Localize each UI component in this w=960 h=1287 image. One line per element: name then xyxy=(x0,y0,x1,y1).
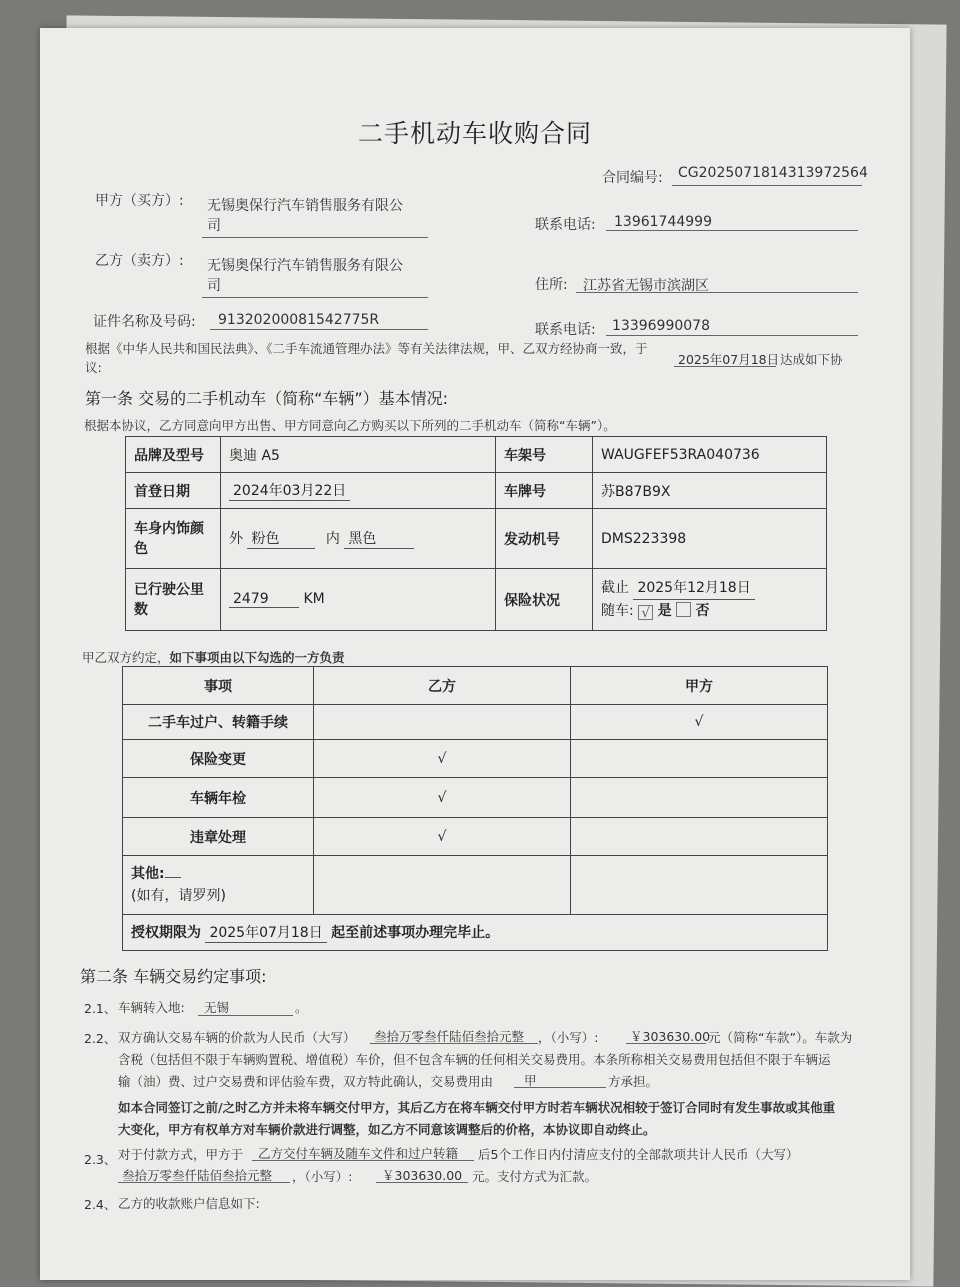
clause-2-3-text-lower: ，（小写）: xyxy=(292,1169,353,1184)
article1-heading: 第一条 交易的二手机动车（简称“车辆”）基本情况: xyxy=(85,389,449,408)
clause-2-2-amount-cn-underline xyxy=(370,1043,538,1044)
with-car-yes-checkbox[interactable]: √ xyxy=(638,605,653,620)
with-car-label: 随车: xyxy=(601,603,634,619)
row-party-a-check[interactable] xyxy=(571,740,828,778)
insurance-label: 保险状况 xyxy=(496,569,593,631)
row-party-b-check[interactable] xyxy=(314,705,571,740)
clause-2-2-amount: ￥303630.00 xyxy=(630,1029,711,1044)
mileage-value: 2479 xyxy=(229,591,299,608)
interior-color: 黑色 xyxy=(344,528,414,549)
vin-label: 车架号 xyxy=(496,437,593,473)
deadline-suffix: 起至前述事项办理完毕止。 xyxy=(331,925,500,941)
color-label-line1: 车身内饰颜 xyxy=(134,520,204,537)
party-b-phone-underline xyxy=(606,335,858,336)
contract-page xyxy=(40,28,910,1280)
row-item: 保险变更 xyxy=(123,740,314,778)
deadline-row xyxy=(123,915,828,951)
table-row xyxy=(123,778,828,818)
party-b-name: 无锡奥保行汽车销售服务有限公 xyxy=(207,258,403,274)
contract-no-underline xyxy=(672,185,862,186)
party-a-name-cont: 司 xyxy=(207,218,221,234)
clause-2-3-amount-cn: 叁拾万零叁仟陆佰叁拾元整 xyxy=(122,1168,273,1183)
party-b-id-label: 证件名称及号码: xyxy=(93,314,196,330)
clause-2-2-text-lower: ，（小写）: xyxy=(538,1030,599,1045)
article2-heading: 第二条 车辆交易约定事项: xyxy=(80,967,267,986)
preamble-text: 根据《中华人民共和国民法典》、《二手车流通管理办法》等有关法律法规，甲、乙双方经协商一致，于 xyxy=(85,341,648,356)
reg-date-cell xyxy=(221,473,496,509)
clause-2-2-bold-line1: 如本合同签订之前/之时乙方并未将车辆交付甲方，其后乙方在将车辆交付甲方时若车辆状况相较于签订合同时有发生事故或其他重 xyxy=(118,1100,836,1115)
plate-value: 苏B87B9X xyxy=(593,473,827,509)
clause-2-2-payer-underline xyxy=(514,1087,606,1088)
other-note: (如有，请罗列) xyxy=(131,888,226,904)
clause-2-3-amount-underline xyxy=(376,1182,468,1183)
party-b-id-value: 91320200081542775R xyxy=(218,312,380,328)
contract-no-value: CG2025071814313972564 xyxy=(678,165,868,181)
party-a-phone-label: 联系电话: xyxy=(535,217,596,233)
clause-2-2-amount-cn: 叁拾万零叁仟陆佰叁拾元整 xyxy=(374,1029,525,1044)
clause-2-4-number: 2.4、 xyxy=(84,1197,117,1212)
with-car-no-checkbox[interactable] xyxy=(676,602,691,617)
row-item: 车辆年检 xyxy=(123,778,314,818)
contract-no-label: 合同编号: xyxy=(602,170,663,186)
insurance-prefix: 截止 xyxy=(601,580,629,596)
row-party-a-check[interactable] xyxy=(571,778,828,818)
mileage-label-line2: 数 xyxy=(134,601,148,618)
clause-2-2-text-end: 元（简称“车款”）。车款为 xyxy=(708,1030,853,1045)
party-a-underline xyxy=(202,237,428,238)
row-party-b-check[interactable]: √ xyxy=(314,778,571,818)
header-party-b: 乙方 xyxy=(314,667,571,705)
clause-2-3-number: 2.3、 xyxy=(84,1152,117,1167)
clause-2-3-amount-cn-underline xyxy=(118,1182,290,1183)
clause-2-1-value: 无锡 xyxy=(204,1000,230,1015)
responsibility-intro-bold: 如下事项由以下勾选的一方负责 xyxy=(169,650,345,665)
clause-2-2-line3: 输（油）费、过户交易费和评估验车费，双方特此确认，交易费用由 xyxy=(118,1074,494,1089)
party-b-underline xyxy=(202,297,428,298)
clause-2-2-line2: 含税（包括但不限于车辆购置税、增值税）车价，但不包含车辆的任何相关交易费用。本条所称相关交易费用包括但不限于车辆运 xyxy=(118,1052,831,1067)
exterior-prefix: 外 xyxy=(229,531,243,547)
vehicle-row-mileage xyxy=(126,569,827,631)
deadline-label: 授权期限为 xyxy=(131,925,201,941)
party-a-label: 甲方（买方）: xyxy=(95,193,184,209)
preamble-date: 2025年07月18日 xyxy=(678,352,780,367)
article1-intro: 根据本协议，乙方同意向甲方出售、甲方同意向乙方购买以下所列的二手机动车（简称“车辆”）。 xyxy=(84,418,616,433)
mileage-unit: KM xyxy=(303,591,325,607)
party-a-phone: 13961744999 xyxy=(614,214,712,230)
responsibility-intro xyxy=(82,648,345,666)
clause-2-3-text: 对于付款方式，甲方于 xyxy=(118,1147,244,1162)
clause-2-2-number: 2.2、 xyxy=(84,1031,117,1046)
preamble-date-underline xyxy=(674,366,776,367)
party-a-phone-underline xyxy=(606,230,858,231)
vehicle-row-reg xyxy=(126,473,827,509)
preamble-text-end: 达成如下协 xyxy=(780,352,843,367)
deadline-date: 2025年07月18日 xyxy=(205,922,326,943)
deadline-cell xyxy=(123,915,828,951)
clause-2-1-underline xyxy=(198,1015,293,1016)
preamble-text-cont: 议: xyxy=(85,360,102,375)
clause-2-2-payer: 甲 xyxy=(524,1073,537,1088)
table-row-other xyxy=(123,856,828,915)
clause-2-2-line3-end: 方承担。 xyxy=(608,1074,659,1089)
color-label xyxy=(126,509,221,569)
clause-2-2-amount-underline xyxy=(626,1043,706,1044)
page-title: 二手机动车收购合同 xyxy=(358,119,593,148)
vehicle-info-table xyxy=(125,436,827,631)
exterior-color: 粉色 xyxy=(247,528,315,549)
party-b-phone: 13396990078 xyxy=(612,318,710,334)
vin-value: WAUGFEF53RA040736 xyxy=(593,437,827,473)
table-row xyxy=(123,740,828,778)
party-b-id-underline xyxy=(210,329,428,330)
other-party-b[interactable] xyxy=(314,856,571,915)
row-item: 违章处理 xyxy=(123,818,314,856)
mileage-label xyxy=(126,569,221,631)
clause-2-3-text-mid: 后5个工作日内付清应支付的全部款项共计人民币（大写） xyxy=(478,1147,799,1162)
clause-2-2-bold-line2: 大变化，甲方有权单方对车辆价款进行调整，如乙方不同意该调整后的价格，本协议即自动终止。 xyxy=(118,1122,656,1137)
table-row xyxy=(123,705,828,740)
clause-2-1-label: 车辆转入地: xyxy=(118,1000,185,1015)
clause-2-4-text: 乙方的收款账户信息如下: xyxy=(118,1196,260,1211)
other-value xyxy=(165,877,181,878)
row-item: 二手车过户、转籍手续 xyxy=(123,705,314,740)
party-b-phone-label: 联系电话: xyxy=(535,322,596,338)
party-b-name-cont: 司 xyxy=(207,278,221,294)
color-label-line2: 色 xyxy=(134,540,148,557)
row-party-a-check[interactable] xyxy=(571,818,828,856)
engine-value: DMS223398 xyxy=(593,509,827,569)
header-item: 事项 xyxy=(123,667,314,705)
party-b-label: 乙方（卖方）: xyxy=(95,253,184,269)
clause-2-3-condition: 乙方交付车辆及随车文件和过户转籍 xyxy=(258,1146,459,1161)
row-party-b-check[interactable]: √ xyxy=(314,740,571,778)
responsibility-header-row xyxy=(123,667,828,705)
clause-2-3-amount: ￥303630.00 xyxy=(382,1168,463,1183)
clause-2-3-condition-underline xyxy=(252,1160,474,1161)
row-party-a-check[interactable]: √ xyxy=(571,705,828,740)
party-b-address-label: 住所: xyxy=(535,277,568,293)
brand-label: 品牌及型号 xyxy=(126,437,221,473)
table-row xyxy=(123,818,828,856)
responsibility-table xyxy=(122,666,828,951)
clause-2-1-end: 。 xyxy=(295,1000,308,1015)
color-cell xyxy=(221,509,496,569)
party-a-name: 无锡奥保行汽车销售服务有限公 xyxy=(207,198,403,214)
header-party-a: 甲方 xyxy=(571,667,828,705)
plate-label: 车牌号 xyxy=(496,473,593,509)
clause-2-2-text: 双方确认交易车辆的价款为人民币（大写） xyxy=(118,1030,356,1045)
party-b-address: 江苏省无锡市滨湖区 xyxy=(583,278,709,294)
engine-label: 发动机号 xyxy=(496,509,593,569)
reg-date-value: 2024年03月22日 xyxy=(229,480,350,501)
reg-date-label: 首登日期 xyxy=(126,473,221,509)
clause-2-1-number: 2.1、 xyxy=(84,1001,117,1016)
vehicle-row-brand xyxy=(126,437,827,473)
brand-value: 奥迪 A5 xyxy=(221,437,496,473)
party-b-address-underline xyxy=(576,292,858,293)
with-car-no-label: 否 xyxy=(695,603,710,619)
insurance-until: 2025年12月18日 xyxy=(633,577,754,600)
mileage-cell xyxy=(221,569,496,631)
vehicle-row-color xyxy=(126,509,827,569)
other-party-a[interactable] xyxy=(571,856,828,915)
interior-prefix: 内 xyxy=(325,531,340,547)
with-car-yes-label: 是 xyxy=(657,603,672,619)
row-party-b-check[interactable]: √ xyxy=(314,818,571,856)
mileage-label-line1: 已行驶公里 xyxy=(134,581,204,598)
other-label: 其他: xyxy=(131,866,165,882)
insurance-cell xyxy=(593,569,827,631)
clause-2-3-text-end: 元。支付方式为汇款。 xyxy=(472,1169,598,1184)
responsibility-intro-prefix: 甲乙双方约定， xyxy=(82,650,170,665)
other-cell xyxy=(123,856,314,915)
